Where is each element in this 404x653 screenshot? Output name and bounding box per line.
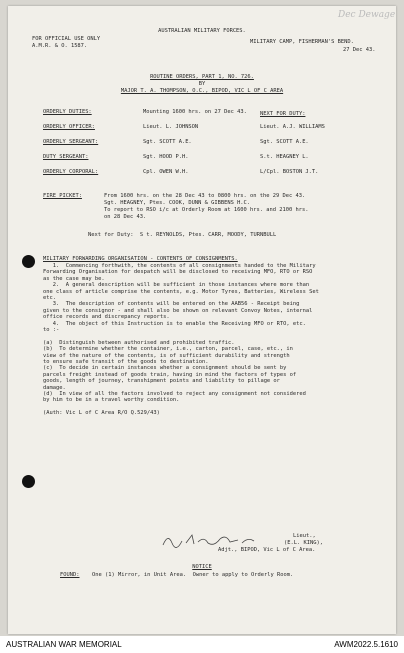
fire-picket-label: FIRE PICKET: (43, 193, 82, 199)
body-line: as the case may be. (43, 275, 105, 282)
body-line: view of the nature of the contents, is of sufficient durability and strength (43, 352, 290, 359)
body-line: office records and discrepancy reports. (43, 314, 170, 321)
body-line: 3. The description of contents will be entered on the AAB56 - Receipt being (43, 301, 300, 308)
body-line: damage. (43, 384, 66, 391)
signature-name: (E.L. KING), (284, 540, 323, 546)
punch-hole-top (22, 255, 35, 268)
document-page (8, 6, 396, 634)
body-line: (Auth: Vic L of C Area R/O Q.529/43) (43, 410, 160, 417)
body-line: parcels freight instead of goods train, having in mind the factors of types of (43, 371, 297, 378)
duty-today: Sgt. HOOD P.H. (143, 154, 189, 160)
duty-today: Lieut. L. JOHNSON (143, 124, 199, 130)
section-title: MILITARY FORWARDING ORGANISATION - CONTENTS OF CONSIGNMENTS. (43, 256, 238, 262)
fire-picket-next-duty: Next for Duty: S t. REYNOLDS, Ptes. CARR, MOODY, TURNBULL (88, 232, 277, 238)
amr-reference: A.M.R. & O. 1587. (32, 43, 88, 49)
duty-label: DUTY SERGEANT: (43, 154, 89, 160)
duty-next: L/Cpl. BOSTON J.T. (260, 169, 319, 175)
duty-next: Sgt. SCOTT A.E. (260, 139, 309, 145)
body-line: 2. A general description will be sufficient in those instances where more than (43, 282, 310, 289)
fire-picket-line: on 28 Dec 43. (104, 214, 147, 220)
document-date: 27 Dec 43. (343, 47, 376, 53)
notice-title: NOTICE (192, 564, 212, 570)
body-line: (b) To determine whether the container, i.e., carton, parcel, case, etc., in (43, 346, 293, 353)
footer-right: AWM2022.5.1610 (334, 640, 398, 649)
fire-picket-line: From 1600 hrs. on the 28 Dec 43 to 0800 hrs. on the 29 Dec 43. (104, 193, 306, 199)
duty-today: Sgt. SCOTT A.E. (143, 139, 192, 145)
body-line: to ensure safe transit of the goods to destination. (43, 359, 209, 365)
duty-next: Lieut. A.J. WILLIAMS (260, 124, 325, 130)
archive-footer (0, 636, 404, 653)
duty-today: Mounting 1600 hrs. on 27 Dec 43. (143, 109, 247, 115)
header-title: AUSTRALIAN MILITARY FORCES. (158, 28, 246, 34)
duty-label: ORDERLY SERGEANT: (43, 139, 99, 145)
body-line: given to the consignor - and shall also be shown on relevant Convoy Notes, internal (43, 307, 313, 314)
signature-rank: Lieut., (293, 533, 316, 539)
found-label: FOUND: (60, 572, 80, 578)
handwritten-stamp: Dec Dewage (338, 10, 396, 20)
footer-left: AUSTRALIAN WAR MEMORIAL (6, 640, 122, 649)
punch-hole-bottom (22, 475, 35, 488)
duty-next: S.t. HEAGNEY L. (260, 154, 309, 160)
body-line: 4. The object of this Instruction is to enable the Receiving MFO or RTO, etc. (43, 320, 306, 327)
body-line: one class of article comprise the contents, e.g. Motor Tyres, Batteries, Wireless Set (43, 288, 319, 295)
duty-label: ORDERLY OFFICER: (43, 124, 95, 130)
orders-major: MAJOR T. A. THOMPSON, O.C., BIPOD, VIC L OF C AREA (120, 88, 284, 94)
body-line: Forwarding Organisation for despatch will be disclosed to receiving MFO, RTO or RSO (43, 269, 313, 276)
camp-address: MILITARY CAMP, FISHERMAN'S BEND. (250, 39, 354, 45)
body-line: (d) In view of all the factors involved to reject any consignment not considered (43, 391, 306, 397)
body-line: etc. (43, 295, 56, 301)
orders-title: ROUTINE ORDERS, PART 1, NO. 726. (150, 74, 254, 80)
body-line: 1. Commencing forthwith, the contents of all consignments handed to the Military (43, 263, 316, 269)
body-line: by him to be in a travel worthy condition. (43, 397, 180, 404)
duty-label: ORDERLY CORPORAL: (43, 169, 99, 175)
fire-picket-line: Sgt. HEAGNEY, Ptes. COOK, DUNN & GIBBENS H.C. (104, 200, 251, 206)
body-line: (a) Distinguish between authorised and prohibited traffic. (43, 339, 235, 346)
body-line: goods, length of journey, transhipment points and liability to pillage or (43, 378, 280, 385)
official-use-label: FOR OFFICIAL USE ONLY (32, 36, 101, 42)
body-line: to :- (43, 327, 60, 333)
duty-today: Cpl. OWEN W.H. (143, 169, 189, 175)
next-for-duty-heading: NEXT FOR DUTY: (260, 111, 306, 117)
body-line: (c) To decide in certain instances whether a consignment should be sent by (43, 365, 287, 372)
fire-picket-line: To report to RSO i/c at Orderly Room at 1600 hrs. and 2100 hrs. (104, 207, 309, 213)
found-text: One (1) Mirror, in Unit Area. Owner to apply to Orderly Room. (92, 572, 294, 578)
duty-label: ORDERLY DUTIES: (43, 109, 92, 115)
signature-role: Adjt., BIPOD, Vic L of C Area. (218, 547, 316, 553)
orders-by: BY (198, 81, 206, 87)
